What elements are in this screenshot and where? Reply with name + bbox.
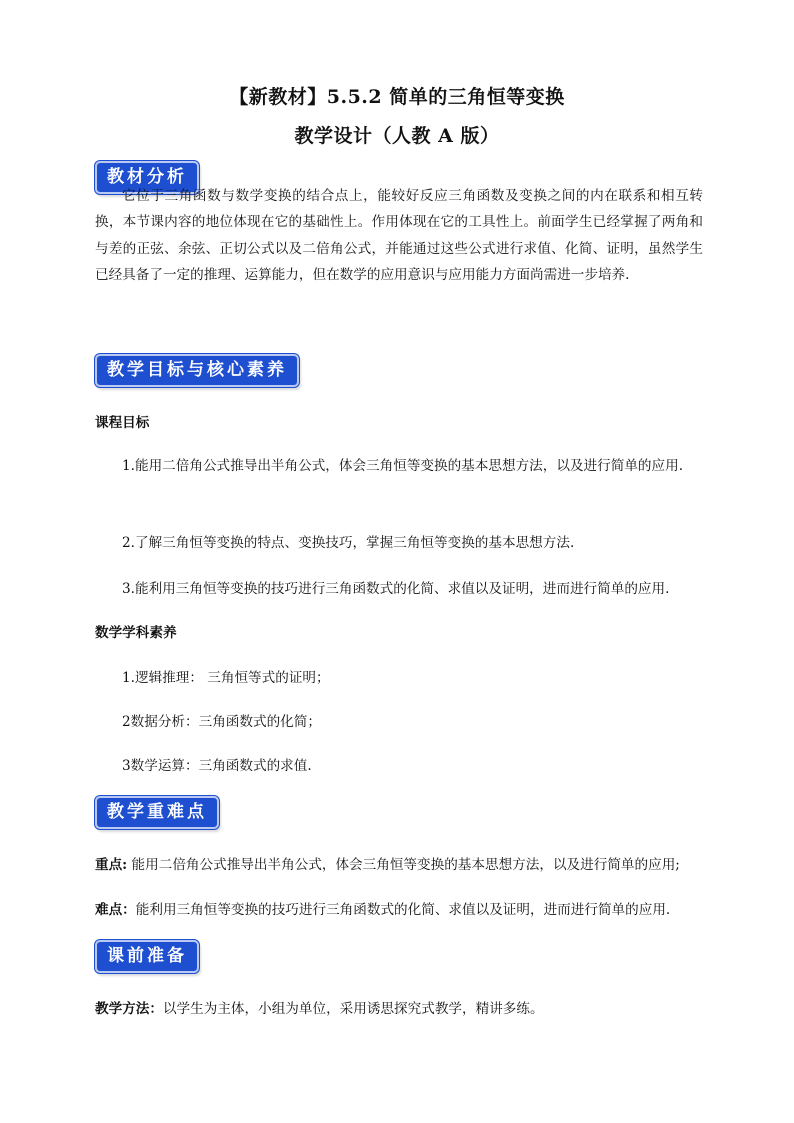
section-badge-preparation: 课前准备: [95, 940, 199, 973]
difficult-point-label: 难点：: [95, 902, 136, 918]
document-title: 【新教材】5.5.2 简单的三角恒等变换: [229, 86, 565, 108]
section-badge-keypoints: 教学重难点: [95, 796, 219, 829]
section-badge-analysis: 教材分析: [95, 161, 199, 194]
course-goals-heading: 课程目标: [95, 415, 150, 431]
analysis-text: 它位于三角函数与数学变换的结合点上，能较好反应三角函数及变换之间的内在联系和相互转换，本节课内容的地位体现在它的基础性上。作用体现在它的工具性上。前面学生已经掌握了两角和与差的正弦、余弦、正切公式以及二倍角公式，并能通过这些公式进行求值、化简、证明，虽然学生已经具备了一定的推理、运算能力，但在数学的应用意识与应用能力方面尚需进一步培养.: [95, 188, 703, 284]
difficult-point-line: [95, 898, 670, 918]
teaching-method-line: [95, 997, 544, 1017]
course-goal-item: 3.能利用三角恒等变换的技巧进行三角函数式的化简、求值以及证明，进而进行简单的应用.: [122, 581, 670, 597]
key-point-label: 重点:: [95, 857, 128, 873]
math-literacy-item: 2数据分析：三角函数式的化简；: [122, 714, 321, 730]
teaching-method-text: 以学生为主体，小组为单位，采用诱思探究式教学，精讲多练。: [162, 1001, 544, 1017]
math-literacy-item: 1.逻辑推理： 三角恒等式的证明；: [122, 670, 330, 686]
document-subtitle: 教学设计（人教 A 版）: [294, 125, 500, 147]
analysis-paragraph: [95, 183, 703, 289]
difficult-point-text: 能利用三角恒等变换的技巧进行三角函数式的化简、求值以及证明，进而进行简单的应用.: [135, 902, 671, 918]
course-goal-item: 2.了解三角恒等变换的特点、变换技巧，掌握三角恒等变换的基本思想方法.: [122, 535, 575, 551]
teaching-method-label: 教学方法：: [95, 1001, 163, 1017]
math-literacy-item: 3数学运算：三角函数式的求值.: [122, 758, 312, 774]
section-badge-objectives: 教学目标与核心素养: [95, 354, 299, 387]
key-point-text: 能用二倍角公式推导出半角公式，体会三角恒等变换的基本思想方法，以及进行简单的应用;: [127, 857, 680, 873]
math-literacy-heading: 数学学科素养: [95, 625, 177, 641]
key-point-line: [95, 853, 680, 873]
course-goal-item: 1.能用二倍角公式推导出半角公式，体会三角恒等变换的基本思想方法，以及进行简单的应用.: [122, 458, 684, 474]
